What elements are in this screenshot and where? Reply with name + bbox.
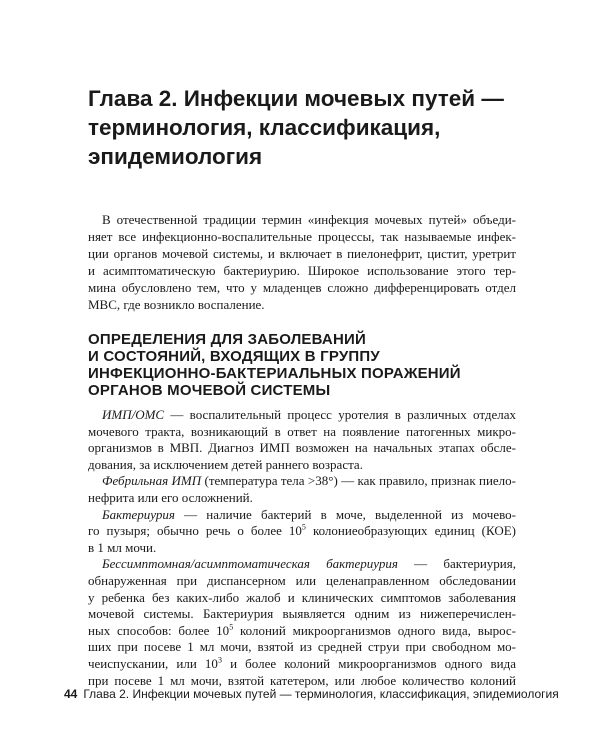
chapter-title-line: терминология, классификация, — [88, 115, 441, 140]
definition-text: дования, за исключением детей раннего возраста. — [88, 456, 363, 472]
definition-bacteriuria — [88, 507, 516, 524]
exponent: 3 — [217, 655, 222, 665]
intro-line: МВС, где возникло воспаление. — [88, 297, 265, 312]
section-heading — [88, 331, 528, 399]
definition-text: и более колоний микроорганизмов одного вида — [221, 655, 516, 671]
intro-line: ции органов мочевой системы, и включает в пиелонефрит, цистит, уретрит — [88, 246, 516, 261]
chapter-title — [88, 84, 548, 171]
definition-text — [88, 523, 516, 540]
definition-text: в 1 мл мочи. — [88, 539, 157, 555]
page-footer — [64, 682, 559, 706]
definitions-body — [88, 407, 516, 689]
definition-asymptomatic — [88, 556, 516, 573]
definition-text: чеиспускании, или 10 — [88, 655, 218, 671]
intro-line: мина обусловлено тем, что у младенцев сложно дифференцировать отдел — [88, 280, 516, 295]
definition-text: при посеве 1 мл мочи, взятой катетером, или любое количество колоний — [88, 672, 516, 688]
term-febrile: Фебрильная ИМП — [102, 473, 202, 489]
definition-febrile — [88, 473, 516, 490]
term-bacteriuria: Бактериурия — [102, 506, 175, 522]
section-heading-line: ИНФЕКЦИОННО-БАКТЕРИАЛЬНЫХ ПОРАЖЕНИЙ — [88, 365, 461, 382]
definition-text: ших при посеве 1 мл мочи, взятой из средней струи при свободном мо- — [88, 639, 516, 655]
intro-line: няет все инфекционно-воспалительные процессы, так называемые инфек- — [88, 229, 516, 244]
section-heading-line: И СОСТОЯНИЙ, ВХОДЯЩИХ В ГРУППУ — [88, 348, 380, 365]
section-heading-line: ОПРЕДЕЛЕНИЯ ДЛЯ ЗАБОЛЕВАНИЙ — [88, 331, 366, 348]
definition-text: мочевой системы. Бактериурия выявляется одним из нижеперечислен- — [88, 606, 516, 622]
definition-text: мочевого тракта, возникающий в ответ на появление патогенных микро- — [88, 423, 516, 439]
definition-text: у ребенка без каких-либо жалоб и клинических симптомов заболевания — [88, 589, 516, 605]
chapter-title-line: эпидемиология — [88, 144, 263, 169]
definition-text: организмов в МВП. Диагноз ИМП возможен на начальных этапах обсле- — [88, 440, 516, 456]
exponent: 5 — [301, 522, 306, 532]
definition-text: (температура тела >38°) — как правило, признак пиело- — [201, 473, 517, 489]
intro-line: и асимптоматическую бактериурию. Широкое использование этого тер- — [88, 263, 516, 278]
chapter-title-line: Глава 2. Инфекции мочевых путей — — [88, 86, 504, 111]
definition-text — [88, 656, 516, 673]
page-number: 44 — [64, 687, 78, 701]
running-title: Глава 2. Инфекции мочевых путей — терминология, классификация, эпидемиология — [83, 687, 559, 701]
definition-text: ных способов: более 10 — [88, 622, 230, 638]
term-imp: ИМП/ОМС — [102, 407, 165, 422]
intro-paragraph — [88, 211, 516, 313]
definition-text: — наличие бактерий в моче, выделенной из мочево- — [174, 506, 516, 522]
definition-text: обнаруженная при диспансерном или целенаправленном обследовании — [88, 572, 516, 588]
definition-text: го пузыря; обычно речь о более 10 — [88, 523, 302, 539]
definition-text: — воспалительный процесс уротелия в различных отделах — [164, 407, 516, 422]
definition-text: — бактериурия, — [397, 556, 516, 572]
definition-imp — [88, 407, 516, 424]
term-asymptomatic: Бессимптомная/асимптоматическая бактериурия — [102, 556, 398, 572]
definition-text: колониеобразующих единиц (КОЕ) — [305, 523, 516, 539]
intro-line: В отечественной традиции термин «инфекция мочевых путей» объеди- — [102, 212, 516, 227]
definition-text — [88, 623, 516, 640]
section-heading-line: ОРГАНОВ МОЧЕВОЙ СИСТЕМЫ — [88, 382, 331, 399]
exponent: 5 — [229, 622, 234, 632]
definition-text: колоний микроорганизмов одного вида, вырос- — [233, 622, 516, 638]
definition-text: нефрита или его осложнений. — [88, 489, 253, 505]
